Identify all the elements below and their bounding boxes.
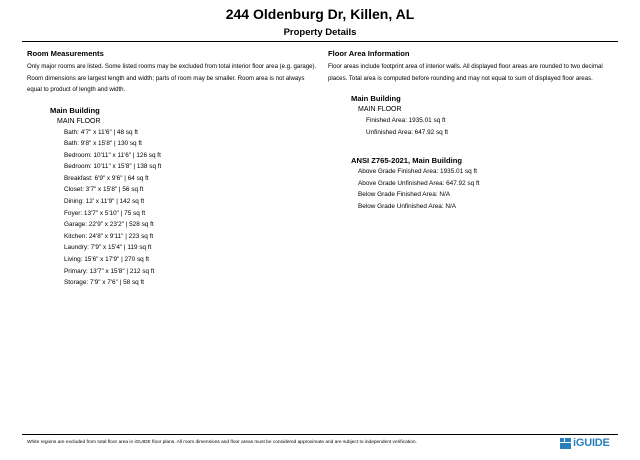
iguide-mark-icon	[560, 438, 571, 449]
room-item: Closet: 3'7" x 15'8" | 56 sq ft	[64, 186, 144, 194]
floor-area-section	[328, 49, 620, 213]
room-building-heading: Main Building	[50, 105, 100, 115]
floor-area-heading: Floor Area Information	[328, 49, 410, 58]
room-item: Breakfast: 6'9" x 9'6" | 64 sq ft	[64, 174, 149, 182]
room-item: Laundry: 7'9" x 15'4" | 119 sq ft	[64, 244, 152, 252]
floor-area-floor-label: MAIN FLOOR	[358, 106, 402, 113]
ansi-item: Above Grade Finished Area: 1935.01 sq ft	[358, 168, 478, 176]
iguide-logo	[560, 436, 610, 450]
room-measurements-heading: Room Measurements	[27, 49, 104, 58]
footer-disclaimer: White regions are excluded from total floor area in iGUIDE floor plans. All room dimensions and floor areas must be considered approximate and are subject to independent verification.	[27, 440, 417, 445]
room-measurements-note: Only major rooms are listed. Some listed rooms may be excluded from total interior floor area (e.g. garage). Room dimensions are largest length and width; parts of room may be smaller. Room area is not always equal to product of length and width.	[27, 63, 317, 93]
ansi-item: Above Grade Unfinished Area: 647.92 sq ft	[358, 179, 480, 187]
room-item: Kitchen: 24'8" x 9'11" | 223 sq ft	[64, 232, 154, 240]
ansi-item: Below Grade Finished Area: N/A	[358, 191, 450, 199]
floor-area-list	[366, 115, 620, 138]
floor-area-item: Finished Area: 1935.01 sq ft	[366, 117, 446, 124]
room-item: Primary: 13'7" x 15'8" | 212 sq ft	[64, 267, 155, 275]
room-item: Foyer: 13'7" x 5'10" | 75 sq ft	[64, 209, 146, 217]
room-list	[64, 127, 319, 289]
floor-area-building-heading: Main Building	[351, 94, 401, 103]
ansi-list	[358, 166, 620, 212]
room-item: Bath: 4'7" x 11'6" | 48 sq ft	[64, 128, 138, 136]
room-measurements-section	[27, 49, 319, 289]
room-item: Bedroom: 10'11" x 11'6" | 126 sq ft	[64, 151, 161, 159]
floor-area-note: Floor areas include footprint area of interior walls. All displayed floor areas are rounded to two decimal places. Total area is computed before rounding and may not equal to sum of displayed floor areas.	[328, 63, 603, 82]
room-item: Bath: 9'8" x 15'8" | 130 sq ft	[64, 140, 142, 148]
page-title: 244 Oldenburg Dr, Killen, AL	[225, 6, 415, 22]
ansi-item: Below Grade Unfinished Area: N/A	[358, 202, 457, 210]
room-item: Garage: 22'9" x 23'2" | 528 sq ft	[64, 221, 154, 229]
ansi-heading: ANSI Z765-2021, Main Building	[351, 156, 462, 166]
floor-area-item: Unfinished Area: 647.92 sq ft	[366, 128, 449, 136]
room-item: Bedroom: 10'11" x 15'8" | 138 sq ft	[64, 163, 162, 171]
page-subtitle: Property Details	[283, 27, 357, 38]
top-divider	[22, 41, 618, 42]
room-item: Storage: 7'9" x 7'6" | 58 sq ft	[64, 279, 145, 287]
room-item: Living: 15'6" x 17'9" | 270 sq ft	[64, 256, 150, 264]
room-floor-label: MAIN FLOOR	[57, 117, 101, 125]
room-item: Dining: 12' x 11'9" | 142 sq ft	[64, 198, 145, 206]
iguide-logo-text: iGUIDE	[573, 437, 610, 449]
bottom-divider	[22, 434, 618, 435]
